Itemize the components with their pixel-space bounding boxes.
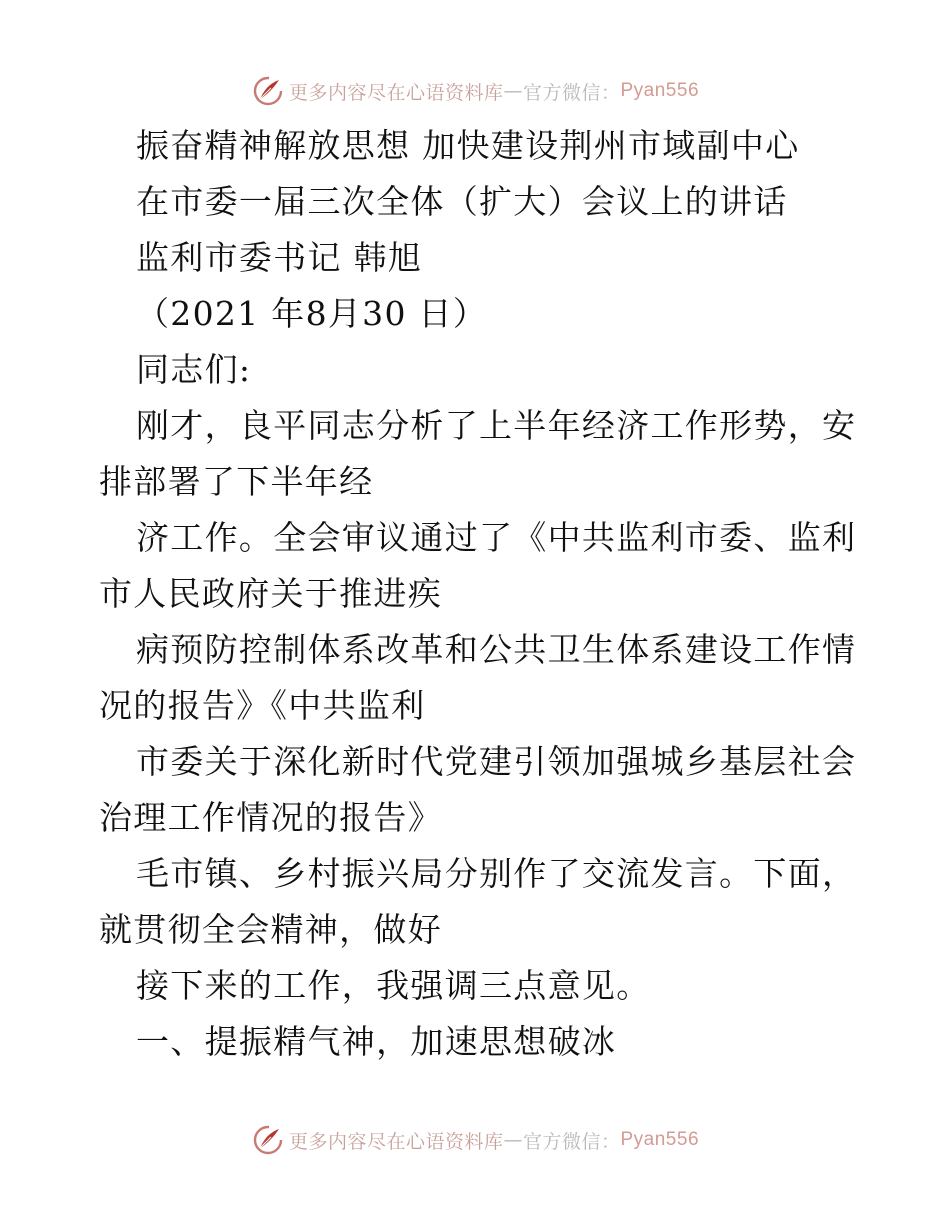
document-line: 治理工作情况的报告》: [99, 798, 442, 837]
footer-watermark: [0, 1120, 950, 1160]
document-line: 就贯彻全会精神，做好: [99, 910, 442, 949]
watermark-brand: 更多内容尽在心语资料库: [288, 81, 504, 104]
document-line: 监利市委书记 韩旭: [136, 238, 423, 277]
document-line: 排部署了下半年经: [99, 462, 374, 501]
document-line: 市委关于深化新时代党建引领加强城乡基层社会: [136, 742, 857, 781]
feather-pen-logo-icon: [251, 1123, 285, 1157]
document-line: 接下来的工作，我强调三点意见。: [136, 966, 651, 1005]
document-line: 济工作。全会审议通过了《中共监利市委、监利: [136, 518, 857, 557]
watermark-wechat-id: Pyan556: [620, 1129, 700, 1150]
watermark-contact-label: 官方微信：: [522, 81, 621, 104]
feather-pen-logo-icon: [251, 74, 285, 108]
document-body: [99, 118, 859, 1070]
watermark-dash: —: [503, 80, 523, 102]
watermark-wechat-id: Pyan556: [620, 80, 700, 101]
document-line: 况的报告》《中共监利: [99, 686, 426, 725]
header-watermark: [0, 71, 950, 111]
document-line: 病预防控制体系改革和公共卫生体系建设工作情: [136, 630, 857, 669]
document-line: 在市委一届三次全体（扩大）会议上的讲话: [136, 182, 788, 221]
document-line: 一、提振精气神，加速思想破冰: [136, 1022, 617, 1061]
document-line: 市人民政府关于推进疾: [99, 574, 442, 613]
watermark-brand: 更多内容尽在心语资料库: [288, 1130, 504, 1153]
document-line: 同志们:: [136, 350, 252, 389]
watermark-dash: —: [503, 1129, 523, 1151]
document-line: （2021 年8月30 日）: [136, 294, 488, 333]
document-line: 振奋精神解放思想 加快建设荆州市域副中心: [136, 126, 800, 165]
document-line: 刚才，良平同志分析了上半年经济工作形势，安: [136, 406, 857, 445]
document-line: 毛市镇、乡村振兴局分别作了交流发言。下面，: [136, 854, 857, 893]
watermark-contact-label: 官方微信：: [522, 1130, 621, 1153]
